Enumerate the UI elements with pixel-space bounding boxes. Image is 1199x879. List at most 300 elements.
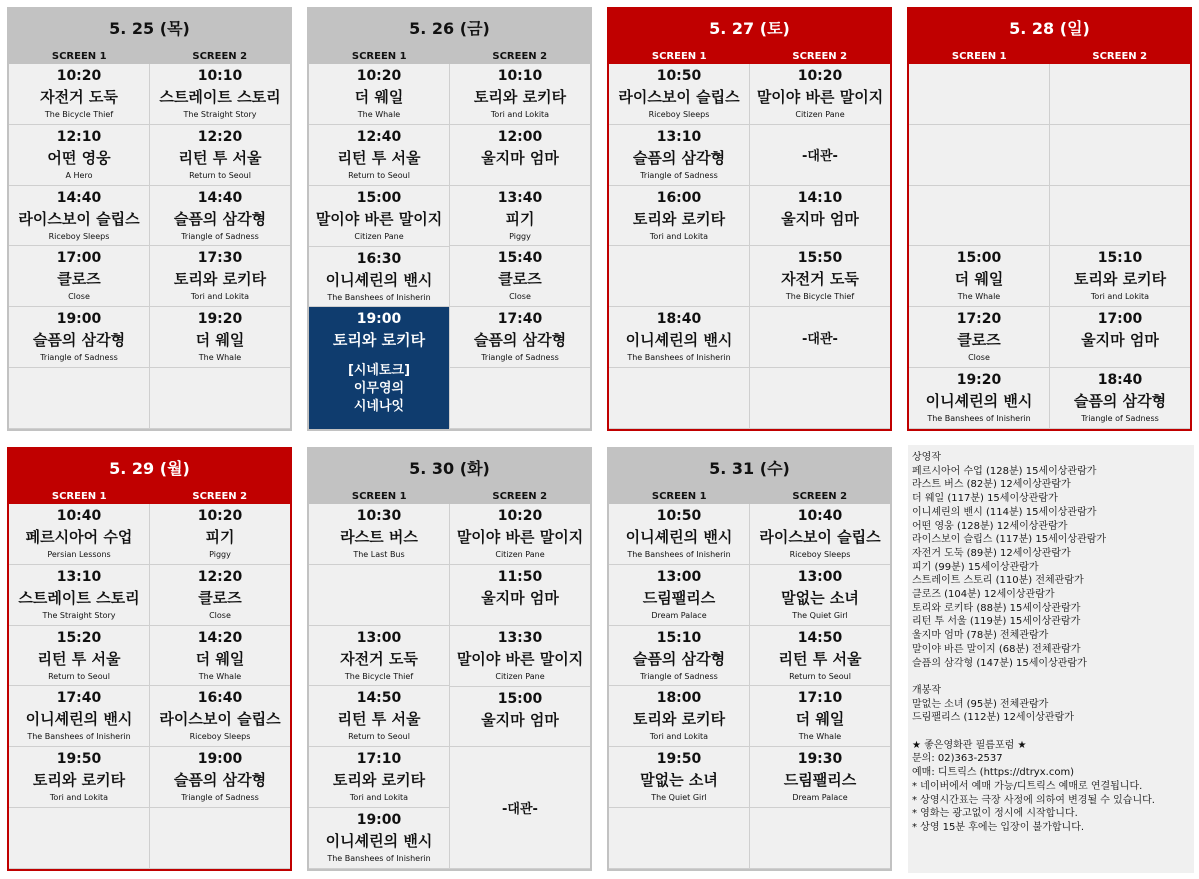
movie-title-korean: 울지마 엄마: [481, 588, 559, 607]
showtime-slot[interactable]: [609, 565, 749, 626]
movie-title-korean: 페르시아어 수업: [25, 528, 133, 546]
movie-title-english: The Banshees of Inisherin: [927, 414, 1031, 424]
showtime-slot[interactable]: [750, 186, 890, 247]
showtime: 10:50: [656, 508, 702, 524]
showtime: 10:20: [797, 68, 843, 84]
showtime: 15:40: [497, 250, 543, 267]
showtime: 14:40: [56, 189, 102, 206]
movie-title-korean: 말없는 소녀: [781, 588, 859, 607]
movie-title-korean: 말이야 바른 말이지: [756, 88, 884, 106]
movie-title-english: The Straight Story: [183, 110, 257, 119]
movie-title-korean: 라이스보이 슬립스: [159, 710, 281, 729]
showtime-slot[interactable]: [309, 64, 449, 125]
special-event-slot[interactable]: [309, 307, 449, 429]
showtime: 16:30: [356, 250, 402, 267]
movie-title-korean: 피기: [505, 209, 535, 228]
showtime: 13:00: [356, 629, 402, 646]
empty-slot: [609, 246, 749, 307]
movie-title-english: The Bicycle Thief: [44, 110, 114, 119]
movie-title-korean: 토리와 로키타: [332, 331, 426, 350]
movie-title-english: Riceboy Sleeps: [48, 231, 110, 241]
movie-title-english: Citizen Pane: [795, 110, 845, 119]
screen-columns: [609, 504, 890, 869]
showtime: 19:20: [197, 311, 243, 328]
screen-1-label: SCREEN 1: [51, 491, 107, 502]
screen-1-label: SCREEN 1: [651, 51, 707, 62]
movie-title-english: Persian Lessons: [47, 550, 111, 559]
movie-title-korean: 자전거 도둑: [340, 649, 418, 668]
movie-title-korean: 라스트 버스: [340, 528, 418, 546]
showtime: 10:40: [56, 508, 102, 524]
movie-title-korean: 말이야 바른 말이지: [456, 528, 584, 546]
movie-title-korean: 토리와 로키타: [473, 88, 567, 106]
showtime-slot[interactable]: [450, 64, 590, 125]
movie-title-korean: 이니셰린의 밴시: [625, 528, 733, 546]
event-line: [시네토크]: [347, 363, 411, 379]
movie-title-korean: 이니셰린의 밴시: [325, 270, 433, 289]
info-line: 토리와 로키타 (88분) 15세이상관람가: [912, 602, 1081, 614]
showtime-slot[interactable]: [909, 307, 1049, 368]
screen-1-column: [309, 504, 449, 869]
movie-title-korean: 울지마 엄마: [1081, 331, 1159, 350]
movie-title-korean: 울지마 엄마: [481, 148, 559, 167]
showtime-slot[interactable]: [150, 186, 290, 247]
screen-2-label: SCREEN 2: [792, 51, 848, 62]
movie-title-korean: 리턴 투 서울: [337, 710, 421, 729]
movie-title-korean: 토리와 로키타: [632, 710, 726, 729]
empty-slot: [450, 368, 590, 429]
showtime: 17:40: [497, 311, 543, 328]
info-panel: [908, 445, 1194, 873]
screen-2-label: SCREEN 2: [792, 491, 848, 502]
movie-title-english: The Straight Story: [42, 610, 116, 620]
screen-1-column: [609, 504, 749, 869]
info-line: 개봉작: [912, 684, 941, 696]
info-line: 리턴 투 서울 (119분) 15세이상관람가: [912, 616, 1081, 628]
screen-2-column: [1049, 64, 1190, 429]
showtime: 16:40: [197, 690, 243, 707]
info-line: 자전거 도둑 (89분) 12세이상관람가: [912, 547, 1071, 559]
screen-2-label: SCREEN 2: [492, 51, 548, 62]
showtime-slot[interactable]: [9, 125, 149, 186]
movie-title-english: The Whale: [357, 110, 401, 119]
movie-title-english: The Whale: [198, 671, 242, 681]
showtime-slot[interactable]: [609, 626, 749, 687]
showtime: 19:00: [356, 812, 402, 829]
movie-title-korean: 토리와 로키타: [173, 270, 267, 289]
showtime-slot[interactable]: [750, 246, 890, 307]
showtime-slot[interactable]: [9, 626, 149, 687]
movie-title-korean: 슬픔의 삼각형: [1073, 392, 1167, 411]
empty-slot: [750, 368, 890, 429]
info-line: 피기 (99분) 15세이상관람가: [912, 561, 1039, 573]
screen-1-label: SCREEN 1: [651, 491, 707, 502]
rental-slot: [450, 747, 590, 869]
showtime: 10:20: [56, 68, 102, 84]
showtime: 19:50: [656, 751, 702, 768]
showtime-slot[interactable]: [9, 246, 149, 307]
movie-title-korean: 리턴 투 서울: [178, 148, 262, 167]
movie-title-korean: 클로즈: [198, 588, 242, 607]
screen-columns: [9, 64, 290, 429]
day-date: 5. 26 (금): [309, 9, 590, 49]
movie-title-english: The Banshees of Inisherin: [327, 292, 431, 302]
empty-slot: [609, 368, 749, 429]
info-line: 상영작: [912, 452, 941, 463]
screen-2-label: SCREEN 2: [192, 51, 248, 62]
movie-title-english: Triangle of Sadness: [181, 231, 259, 241]
movie-title-english: The Bicycle Thief: [785, 292, 855, 302]
showtime-slot[interactable]: [450, 125, 590, 186]
showtime-slot[interactable]: [609, 307, 749, 368]
showtime-slot[interactable]: [609, 504, 749, 565]
movie-title-english: Tori and Lokita: [649, 732, 709, 742]
movie-title-korean: 이니셰린의 밴시: [25, 710, 133, 729]
info-line: 라이스보이 슬립스 (117분) 15세이상관람가: [912, 534, 1107, 546]
showtime: 10:20: [356, 68, 402, 84]
movie-title-korean: 피기: [205, 528, 235, 546]
showtime-slot[interactable]: [750, 565, 890, 626]
showtime: 10:20: [497, 508, 543, 524]
movie-title-english: Citizen Pane: [495, 671, 545, 681]
showtime: 10:10: [497, 68, 543, 84]
day-schedule: [607, 447, 892, 871]
movie-title-english: Tori and Lokita: [349, 793, 409, 803]
showtime-slot[interactable]: [150, 626, 290, 687]
showtime: 17:00: [1097, 311, 1143, 328]
screen-labels: [609, 49, 890, 64]
movie-title-korean: 말이야 바른 말이지: [315, 209, 443, 228]
showtime: 10:40: [797, 508, 843, 524]
movie-title-korean: 울지마 엄마: [481, 710, 559, 729]
showtime-slot[interactable]: [150, 64, 290, 125]
movie-title-english: Dream Palace: [651, 610, 707, 620]
movie-title-korean: 더 웨일: [354, 88, 404, 106]
movie-title-korean: 더 웨일: [195, 649, 245, 668]
empty-slot: [909, 125, 1049, 186]
movie-title-english: Piggy: [209, 550, 231, 559]
showtime-slot[interactable]: [450, 504, 590, 565]
movie-title-english: Return to Seoul: [348, 732, 410, 742]
empty-slot: [1050, 64, 1190, 125]
empty-slot: [909, 186, 1049, 247]
empty-slot: [9, 808, 149, 869]
movie-title-korean: 토리와 로키타: [1073, 270, 1167, 289]
showtime: 17:30: [197, 250, 243, 267]
showtime: 15:00: [956, 250, 1002, 267]
showtime-slot[interactable]: [450, 307, 590, 368]
movie-title-english: Tori and Lokita: [190, 292, 250, 302]
screen-columns: [909, 64, 1190, 429]
movie-title-korean: 스트레이트 스토리: [18, 588, 140, 607]
showtime-slot[interactable]: [9, 64, 149, 125]
movie-title-korean: 슬픔의 삼각형: [173, 209, 267, 228]
showtime-slot[interactable]: [609, 125, 749, 186]
movie-title-english: The Bicycle Thief: [344, 671, 414, 681]
showtime-slot[interactable]: [750, 64, 890, 125]
showtime-slot[interactable]: [909, 368, 1049, 429]
screen-labels: [9, 49, 290, 64]
screen-columns: [9, 504, 290, 869]
showtime: 15:10: [1097, 250, 1143, 267]
showtime-slot[interactable]: [750, 504, 890, 565]
showtime: 12:10: [56, 128, 102, 145]
showtime-slot[interactable]: [309, 504, 449, 565]
screen-1-column: [309, 64, 449, 429]
showtime-slot[interactable]: [150, 504, 290, 565]
screen-labels: [309, 489, 590, 504]
showtime: 13:10: [56, 568, 102, 585]
showtime-slot[interactable]: [309, 626, 449, 687]
movie-title-korean: 더 웨일: [195, 331, 245, 350]
screen-2-column: [449, 64, 590, 429]
showtime: 19:20: [956, 372, 1002, 389]
showtime: 10:50: [656, 68, 702, 84]
showtime-slot[interactable]: [750, 686, 890, 747]
showtime-slot[interactable]: [150, 686, 290, 747]
movie-title-english: Close: [209, 610, 231, 620]
day-schedule: [907, 7, 1192, 431]
showtime-slot[interactable]: [9, 186, 149, 247]
showtime-slot[interactable]: [609, 747, 749, 808]
screen-2-label: SCREEN 2: [192, 491, 248, 502]
showtime-slot[interactable]: [150, 125, 290, 186]
showtime-slot[interactable]: [9, 686, 149, 747]
movie-title-korean: 어떤 영웅: [47, 148, 111, 167]
movie-title-korean: 클로즈: [957, 331, 1001, 350]
movie-title-korean: 드림팰리스: [783, 771, 857, 790]
showtime: 14:50: [797, 629, 843, 646]
day-date: 5. 28 (일): [909, 9, 1190, 49]
movie-title-korean: 더 웨일: [795, 710, 845, 729]
showtime-slot[interactable]: [9, 307, 149, 368]
showtime: 17:10: [797, 690, 843, 707]
movie-title-korean: 라이스보이 슬립스: [18, 209, 140, 228]
showtime: 13:40: [497, 189, 543, 206]
day-date: 5. 27 (토): [609, 9, 890, 49]
info-line: 울지마 엄마 (78분) 전체관람가: [912, 630, 1049, 642]
movie-title-korean: 이니셰린의 밴시: [625, 331, 733, 350]
info-line: 드림팰리스 (112분) 12세이상관람가: [912, 712, 1074, 724]
movie-title-english: Tori and Lokita: [1090, 292, 1150, 302]
rental-label: -대관-: [802, 331, 838, 347]
movie-title-english: Close: [968, 353, 990, 363]
showtime: 15:00: [356, 189, 402, 206]
rental-slot: [750, 307, 890, 368]
showtime-slot[interactable]: [1050, 307, 1190, 368]
showtime-slot[interactable]: [450, 626, 590, 687]
showtime-slot[interactable]: [309, 186, 449, 247]
movie-title-english: The Whale: [957, 292, 1001, 302]
showtime: 19:00: [356, 311, 402, 328]
movie-title-korean: 이니셰린의 밴시: [325, 832, 433, 851]
screen-labels: [609, 489, 890, 504]
showtime: 12:40: [356, 128, 402, 145]
showtime-slot[interactable]: [1050, 246, 1190, 307]
movie-title-korean: 토리와 로키타: [632, 209, 726, 228]
showtime-slot[interactable]: [750, 626, 890, 687]
movie-title-korean: 토리와 로키타: [32, 771, 126, 790]
info-line: * 상영 15분 후에는 입장이 불가합니다.: [912, 821, 1085, 833]
empty-slot: [9, 368, 149, 429]
showtime: 14:50: [356, 690, 402, 707]
movie-title-english: The Banshees of Inisherin: [627, 550, 731, 559]
showtime-slot[interactable]: [309, 686, 449, 747]
movie-title-korean: 드림팰리스: [642, 588, 716, 607]
info-line: 어떤 영웅 (128분) 12세이상관람가: [912, 520, 1068, 532]
movie-title-korean: 리턴 투 서울: [337, 148, 421, 167]
showtime: 18:40: [656, 311, 702, 328]
movie-title-korean: 슬픔의 삼각형: [632, 649, 726, 668]
rental-label: -대관-: [502, 802, 538, 818]
showtime-slot[interactable]: [609, 64, 749, 125]
spacer: [912, 725, 1190, 739]
showtime-slot[interactable]: [450, 565, 590, 626]
showtime: 12:20: [197, 568, 243, 585]
screen-labels: [309, 49, 590, 64]
movie-title-korean: 클로즈: [57, 270, 101, 289]
info-line: 말없는 소녀 (95분) 전체관람가: [912, 698, 1049, 710]
info-line: 라스트 버스 (82분) 12세이상관람가: [912, 479, 1071, 491]
screen-2-column: [749, 504, 890, 869]
info-line: 말이야 바른 말이지 (68분) 전체관람가: [912, 643, 1081, 655]
event-line: 이무영의: [353, 381, 405, 397]
showtime-slot[interactable]: [150, 246, 290, 307]
movie-title-english: A Hero: [65, 170, 93, 180]
showtime-slot[interactable]: [309, 747, 449, 808]
empty-slot: [750, 808, 890, 869]
showtime-slot[interactable]: [450, 246, 590, 307]
movie-title-korean: 자전거 도둑: [781, 270, 859, 289]
movie-title-english: Close: [509, 292, 531, 302]
movie-title-english: The Banshees of Inisherin: [327, 854, 431, 864]
movie-title-english: Triangle of Sadness: [640, 170, 718, 180]
movie-title-english: Piggy: [509, 231, 531, 241]
event-description: [309, 362, 449, 416]
movie-title-korean: 말이야 바른 말이지: [456, 649, 584, 668]
showtime: 19:50: [56, 751, 102, 768]
screen-columns: [609, 64, 890, 429]
screen-1-column: [9, 504, 149, 869]
event-line: 시네나잇: [353, 399, 405, 415]
info-line: ★ 좋은영화관 필름포럼 ★: [912, 739, 1027, 751]
movie-title-english: Triangle of Sadness: [1081, 414, 1159, 424]
movie-title-korean: 슬픔의 삼각형: [32, 331, 126, 350]
movie-title-korean: 슬픔의 삼각형: [173, 771, 267, 790]
showtime-slot[interactable]: [309, 808, 449, 869]
screen-2-label: SCREEN 2: [492, 491, 548, 502]
showtime-slot[interactable]: [1050, 368, 1190, 429]
movie-title-english: Riceboy Sleeps: [789, 550, 851, 559]
empty-slot: [309, 565, 449, 626]
movie-title-english: The Quiet Girl: [792, 610, 848, 620]
showtime-slot[interactable]: [9, 747, 149, 808]
movie-title-english: Riceboy Sleeps: [648, 110, 710, 119]
screen-2-column: [749, 64, 890, 429]
movie-title-korean: 슬픔의 삼각형: [632, 148, 726, 167]
showtime: 13:00: [656, 568, 702, 585]
movie-title-korean: 더 웨일: [954, 270, 1004, 289]
showtime: 12:00: [497, 128, 543, 145]
screen-1-column: [609, 64, 749, 429]
empty-slot: [909, 64, 1049, 125]
showtime: 13:00: [797, 568, 843, 585]
showtime: 14:40: [197, 189, 243, 206]
showtime: 15:50: [797, 250, 843, 267]
movie-title-english: Return to Seoul: [789, 671, 851, 681]
empty-slot: [150, 808, 290, 869]
movie-title-english: The Whale: [798, 732, 842, 742]
showtime-slot[interactable]: [609, 686, 749, 747]
day-schedule: [307, 7, 592, 431]
showtime: 19:00: [56, 311, 102, 328]
movie-title-english: Citizen Pane: [354, 231, 404, 241]
screen-2-column: [449, 504, 590, 869]
showtime-slot[interactable]: [9, 504, 149, 565]
info-line: 클로즈 (104분) 12세이상관람가: [912, 589, 1055, 601]
empty-slot: [1050, 125, 1190, 186]
showtime-slot[interactable]: [609, 186, 749, 247]
movie-title-korean: 라이스보이 슬립스: [618, 88, 740, 106]
showtime-slot[interactable]: [450, 186, 590, 247]
screen-2-label: SCREEN 2: [1092, 51, 1148, 62]
screen-1-label: SCREEN 1: [51, 51, 107, 62]
movie-title-english: Tori and Lokita: [490, 110, 550, 119]
day-schedule: [7, 7, 292, 431]
showtime-slot[interactable]: [150, 307, 290, 368]
info-line: 페르시아어 수업 (128분) 15세이상관람가: [912, 465, 1097, 477]
movie-title-english: Riceboy Sleeps: [189, 732, 251, 742]
showtime-slot[interactable]: [909, 246, 1049, 307]
showtime-slot[interactable]: [450, 687, 590, 748]
showtime-slot[interactable]: [9, 565, 149, 626]
showtime-slot[interactable]: [150, 747, 290, 808]
screen-1-column: [909, 64, 1049, 429]
showtime: 17:00: [56, 250, 102, 267]
movie-title-english: Return to Seoul: [348, 170, 410, 180]
movie-title-korean: 리턴 투 서울: [37, 649, 121, 668]
showtime-slot[interactable]: [150, 565, 290, 626]
movie-title-korean: 말없는 소녀: [640, 771, 718, 790]
movie-title-english: The Banshees of Inisherin: [627, 353, 731, 363]
info-line: 이니셰린의 밴시 (114분) 15세이상관람가: [912, 506, 1097, 518]
empty-slot: [609, 808, 749, 869]
screen-columns: [309, 64, 590, 429]
showtime: 15:10: [656, 629, 702, 646]
movie-title-english: Tori and Lokita: [649, 231, 709, 241]
showtime: 10:10: [197, 68, 243, 84]
movie-title-english: The Last Bus: [353, 550, 405, 559]
screen-labels: [9, 489, 290, 504]
screen-2-column: [149, 504, 290, 869]
showtime: 13:10: [656, 128, 702, 145]
movie-title-english: Triangle of Sadness: [481, 353, 559, 363]
movie-title-korean: 울지마 엄마: [781, 209, 859, 228]
movie-title-english: The Quiet Girl: [651, 793, 707, 803]
showtime: 17:40: [56, 690, 102, 707]
day-schedule: [607, 7, 892, 431]
movie-title-english: Citizen Pane: [495, 550, 545, 559]
rental-label: -대관-: [802, 149, 838, 165]
showtime-slot[interactable]: [309, 247, 449, 308]
info-line: * 상영시간표는 극장 사정에 의하여 변경될 수 있습니다.: [912, 794, 1155, 806]
screen-2-column: [149, 64, 290, 429]
showtime-slot[interactable]: [750, 747, 890, 808]
showtime: 15:00: [497, 690, 543, 707]
showtime-slot[interactable]: [309, 125, 449, 186]
movie-title-english: The Banshees of Inisherin: [27, 732, 131, 742]
movie-title-english: The Whale: [198, 353, 242, 363]
